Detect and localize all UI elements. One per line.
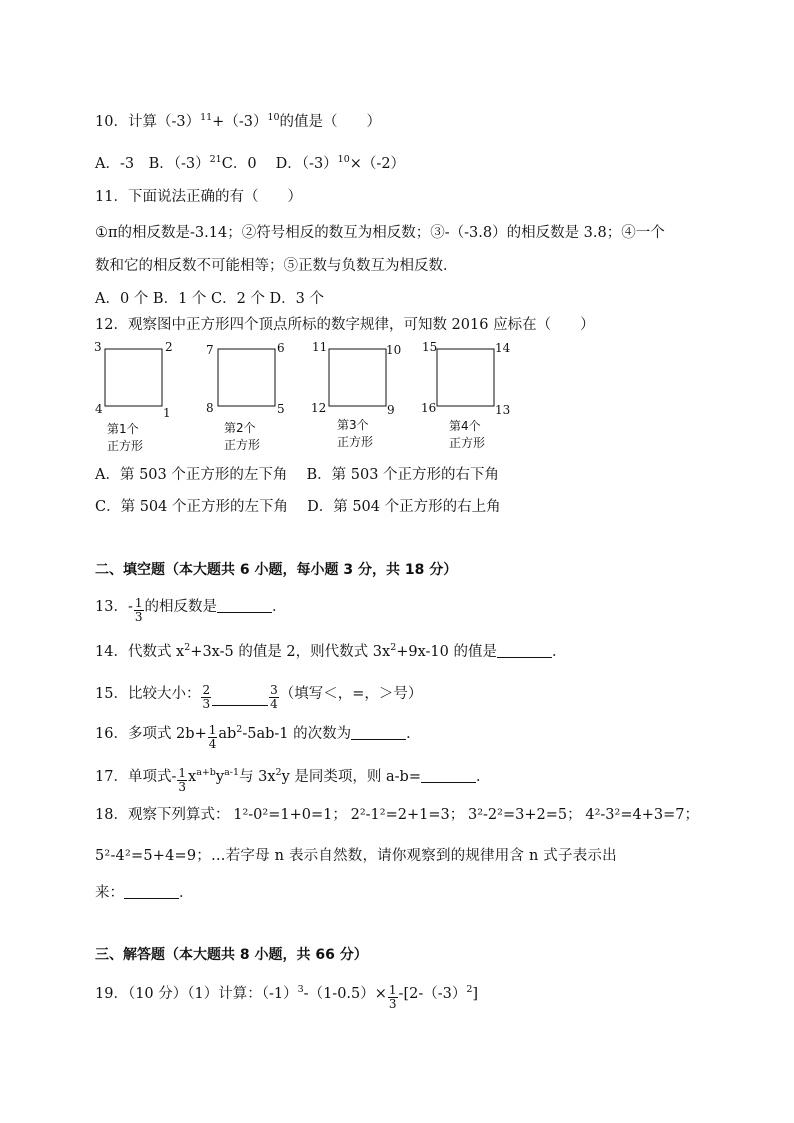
- q17-fraction: $\frac{1}{3}$: [178, 766, 186, 794]
- q15: 15．比较大小： $\frac{2}{3}$ $\frac{3}{4}$ （填写＜，=，＞号）: [95, 679, 422, 711]
- q11-body-line1: ①π的相反数是-3.14；②符号相反的数互为相反数；③-（-3.8）的相反数是 3.8；④一个: [95, 225, 665, 241]
- q13-fraction: $\frac{1}{3}$: [134, 596, 143, 624]
- square-2-top-right: 6: [277, 341, 285, 355]
- square-2-bottom-left: 8: [206, 401, 214, 415]
- q11-stem: 11．下面说法正确的有（ ）: [95, 189, 302, 205]
- q10-stem: 10．计算$(-3)^{11}+(-3)^{10}$的值是（ ）: [95, 112, 382, 130]
- square-3-top-left: 11: [312, 340, 328, 354]
- square-4-bottom-right: 13: [495, 403, 511, 417]
- square-3-outline: [329, 349, 386, 406]
- square-2-caption-line1: 第2个: [224, 421, 256, 435]
- square-4-outline: [437, 349, 494, 406]
- square-2-top-left: 7: [206, 343, 214, 357]
- square-4: [421, 340, 511, 450]
- q14-answer-blank[interactable]: [497, 643, 552, 658]
- square-1-caption-line1: 第1个: [107, 422, 139, 436]
- section-3-heading: 三、解答题（本大题共 8 小题，共 66 分）: [95, 947, 368, 963]
- q11-body-line2: 数和它的相反数不可能相等；⑤正数与负数互为相反数．: [95, 258, 458, 274]
- square-2: [206, 341, 285, 452]
- square-figures: [85, 335, 545, 460]
- square-2-caption-line2: 正方形: [224, 438, 261, 452]
- square-1-bottom-left: 4: [95, 402, 103, 416]
- q11-options: A．0 个 B．1 个 C．2 个 D．3 个: [95, 291, 325, 307]
- q16-fraction: $\frac{1}{4}$: [208, 723, 217, 751]
- q18-line2: 5²-4²=5+4=9；…若字母 n 表示自然数，请你观察到的规律用含 n 式子表示出: [95, 848, 617, 864]
- square-2-outline: [218, 349, 275, 406]
- q10-options: A．-3 B．$(-3)^{21}C$．0 D．$(-3)^{10}\times(-2)$: [95, 154, 406, 172]
- q16: 16．多项式 2b+ $\frac{1}{4}$ $ab^2-5ab-1$ 的次数为 ．: [95, 723, 421, 751]
- square-1-caption-line2: 正方形: [107, 439, 144, 453]
- square-4-top-right: 14: [495, 341, 511, 355]
- square-1-top-right: 2: [165, 340, 173, 354]
- square-4-bottom-left: 16: [421, 401, 437, 415]
- q12-options-cd: C．第 504 个正方形的左下角 D．第 504 个正方形的右上角: [95, 499, 501, 515]
- q12-stem: 12．观察图中正方形四个顶点所标的数字规律，可知数 2016 应标在（ ）: [95, 317, 595, 333]
- square-4-caption-line1: 第4个: [449, 419, 481, 433]
- q12-options-ab: A．第 503 个正方形的左下角 B．第 503 个正方形的右下角: [95, 467, 500, 483]
- square-1-outline: [105, 349, 162, 406]
- square-1-bottom-right: 1: [163, 406, 171, 420]
- q18-answer-blank[interactable]: [124, 884, 179, 899]
- q19: 19．（10 分）（1）计算：$(-1)^3-(1-0.5)\times$ $\frac{1}{3}$ $-[2-(-3)^2]$: [95, 983, 479, 1011]
- square-3: [311, 340, 401, 449]
- square-2-bottom-right: 5: [277, 402, 285, 416]
- q13: 13．- $\frac{1}{3}$ 的相反数是 ．: [95, 596, 287, 624]
- q17-answer-blank[interactable]: [421, 768, 476, 783]
- q14: 14．代数式 $x^2+3x-5$ 的值是 2，则代数式 $3x^2+9x-10$ 的值是 ．: [95, 642, 567, 660]
- square-3-caption-line2: 正方形: [337, 435, 374, 449]
- square-3-top-right: 10: [386, 343, 402, 357]
- q15-fraction-2: $\frac{3}{4}$: [270, 683, 278, 711]
- square-1-top-left: 3: [94, 340, 102, 354]
- q19-fraction: $\frac{1}{3}$: [388, 983, 397, 1011]
- q15-fraction-1: $\frac{2}{3}$: [202, 683, 211, 711]
- q13-answer-blank[interactable]: [217, 598, 272, 613]
- square-3-bottom-left: 12: [311, 401, 327, 415]
- q17: 17．单项式- $\frac{1}{3}$ $x^{a+b}y^{a-1}$与 $3x^2y$ 是同类项，则 a-b= ．: [95, 766, 491, 794]
- q18-line1: 18．观察下列算式： 1²-0²=1+0=1； 2²-1²=2+1=3； 3²-2²=3+2=5； 4²-3²=4+3=7；: [95, 807, 699, 823]
- square-4-caption-line2: 正方形: [449, 436, 486, 450]
- square-1: [94, 340, 173, 453]
- square-4-top-left: 15: [422, 340, 438, 354]
- q18-line3: 来： ．: [95, 885, 194, 901]
- q15-answer-blank[interactable]: [212, 679, 268, 706]
- square-3-caption-line1: 第3个: [337, 418, 369, 432]
- q16-answer-blank[interactable]: [351, 725, 406, 740]
- section-2-heading: 二、填空题（本大题共 6 小题，每小题 3 分，共 18 分）: [95, 562, 458, 578]
- square-3-bottom-right: 9: [387, 403, 395, 417]
